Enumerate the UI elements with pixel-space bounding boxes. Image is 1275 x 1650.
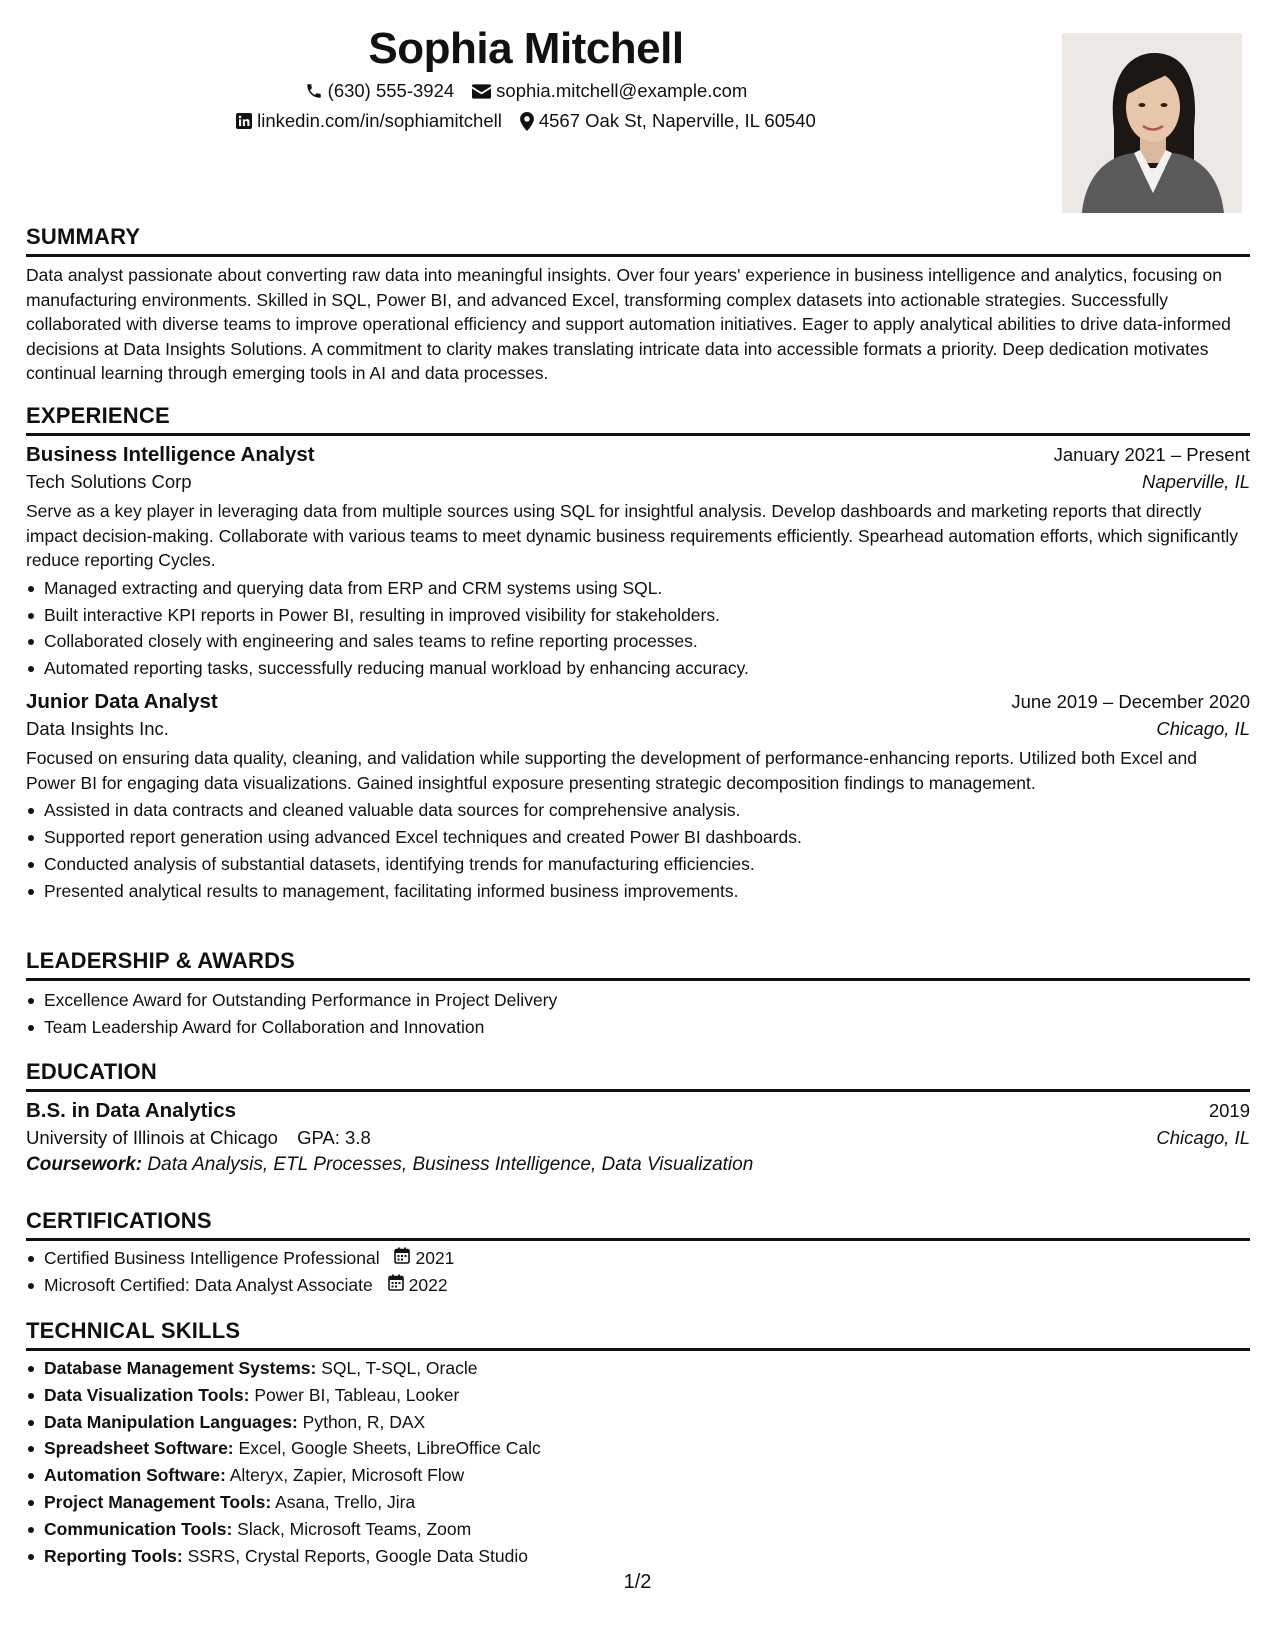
degree-name: B.S. in Data Analytics bbox=[26, 1099, 236, 1122]
email-address: sophia.mitchell@example.com bbox=[496, 80, 748, 101]
skills-section bbox=[26, 1318, 1250, 1569]
skill-category: Project Management Tools: bbox=[44, 1491, 272, 1512]
certifications-list bbox=[26, 1245, 1250, 1299]
company-name: Tech Solutions Corp bbox=[26, 471, 192, 492]
street-address: 4567 Oak St, Naperville, IL 60540 bbox=[538, 110, 816, 131]
envelope-icon bbox=[472, 84, 491, 99]
section-divider bbox=[26, 433, 1250, 436]
education-heading: EDUCATION bbox=[26, 1059, 157, 1084]
list-item: Assisted in data contracts and cleaned valuable data sources for comprehensive analysis. bbox=[44, 797, 1250, 824]
list-item: Collaborated closely with engineering and sales teams to refine reporting processes. bbox=[44, 628, 1250, 655]
certification-date bbox=[394, 1245, 454, 1272]
certification-year: 2021 bbox=[415, 1248, 455, 1268]
job-entry bbox=[26, 443, 1250, 682]
list-item: Built interactive KPI reports in Power BI, resulting in improved visibility for stakeholders. bbox=[44, 602, 1250, 629]
awards-list bbox=[26, 987, 1250, 1041]
job-description: Focused on ensuring data quality, cleaning, and validation while supporting the development of performance-enhancing reports. Utilized both Excel and Power BI for engaging data visualizations. Gained insightful exposure presenting strategic decomposition findings to management. bbox=[26, 747, 1197, 793]
skills-list bbox=[26, 1355, 1250, 1569]
skill-values: Power BI, Tableau, Looker bbox=[254, 1384, 460, 1405]
list-item bbox=[44, 1355, 1250, 1382]
certification-name: Certified Business Intelligence Professional bbox=[44, 1248, 380, 1268]
list-item bbox=[44, 1516, 1250, 1543]
school-info bbox=[26, 1127, 371, 1149]
list-item bbox=[44, 1245, 1250, 1272]
section-divider bbox=[26, 254, 1250, 257]
section-divider bbox=[26, 978, 1250, 981]
job-title: Business Intelligence Analyst bbox=[26, 443, 315, 466]
linkedin-contact[interactable] bbox=[236, 106, 502, 136]
job-subheader bbox=[26, 471, 1250, 493]
certification-date bbox=[388, 1272, 448, 1299]
list-item bbox=[44, 1543, 1250, 1570]
calendar-icon bbox=[394, 1245, 410, 1272]
map-pin-icon bbox=[520, 112, 534, 131]
summary-section bbox=[26, 224, 1250, 386]
contact-line-2 bbox=[26, 106, 1026, 136]
school-row bbox=[26, 1127, 1250, 1149]
degree-row bbox=[26, 1099, 1250, 1123]
resume-header bbox=[26, 22, 1026, 136]
skill-category: Data Visualization Tools: bbox=[44, 1384, 250, 1405]
list-item bbox=[44, 1382, 1250, 1409]
job-bullets bbox=[26, 797, 1250, 904]
list-item bbox=[44, 1489, 1250, 1516]
candidate-name: Sophia Mitchell bbox=[368, 24, 684, 73]
job-dates: January 2021 – Present bbox=[1053, 444, 1250, 465]
section-divider bbox=[26, 1089, 1250, 1092]
profile-photo bbox=[1062, 33, 1242, 213]
phone-contact[interactable] bbox=[305, 76, 455, 106]
education-section bbox=[26, 1059, 1250, 1176]
leadership-section bbox=[26, 948, 1250, 1041]
job-entry bbox=[26, 690, 1250, 904]
list-item bbox=[44, 1272, 1250, 1299]
company-name: Data Insights Inc. bbox=[26, 717, 169, 739]
job-location: Naperville, IL bbox=[1142, 471, 1250, 492]
skill-category: Database Management Systems: bbox=[44, 1358, 317, 1378]
phone-icon bbox=[305, 82, 323, 100]
school-location: Chicago, IL bbox=[1156, 1127, 1250, 1148]
skills-heading: TECHNICAL SKILLS bbox=[26, 1318, 241, 1343]
linkedin-url: linkedin.com/in/sophiamitchell bbox=[257, 110, 502, 131]
list-item: Presented analytical results to management, facilitating informed business improvements. bbox=[44, 878, 1250, 905]
list-item: Automated reporting tasks, successfully reducing manual workload by enhancing accuracy. bbox=[44, 655, 1250, 682]
experience-heading: EXPERIENCE bbox=[26, 403, 170, 428]
address-contact bbox=[520, 106, 816, 136]
job-subheader bbox=[26, 718, 1250, 740]
job-title: Junior Data Analyst bbox=[26, 689, 218, 713]
list-item bbox=[44, 1409, 1250, 1436]
list-item: Team Leadership Award for Collaboration and Innovation bbox=[44, 1014, 1250, 1041]
certifications-section bbox=[26, 1208, 1250, 1299]
skill-values: Asana, Trello, Jira bbox=[275, 1491, 416, 1512]
skill-category: Spreadsheet Software: bbox=[44, 1438, 234, 1459]
coursework bbox=[26, 1154, 1250, 1176]
job-location: Chicago, IL bbox=[1156, 717, 1250, 739]
section-divider bbox=[26, 1238, 1250, 1241]
skill-values: Slack, Microsoft Teams, Zoom bbox=[237, 1518, 472, 1539]
list-item: Supported report generation using advanced Excel techniques and created Power BI dashboards. bbox=[44, 824, 1250, 851]
job-description: Serve as a key player in leveraging data from multiple sources using SQL for insightful analysis. Develop dashboards and marketing reports that directly impact decision-making. Collaborate with various teams to meet dynamic business requirements efficiently. Spearhead automation efforts, which significantly reduce reporting Cycles. bbox=[26, 501, 1238, 571]
linkedin-icon bbox=[236, 113, 252, 129]
job-bullets bbox=[26, 575, 1250, 682]
summary-text: Data analyst passionate about converting raw data into meaningful insights. Over four years' experience in business intelligence and analytics, focusing on manufacturing environments. Skilled in SQL, Power BI, and advanced Excel, transforming complex datasets into actionable strategies. Successfully collaborated with diverse teams to improve operational efficiency and support automation initiatives. Eager to apply analytical abilities to drive data-informed decisions at Data Insights Solutions. A commitment to clarity makes translating intricate data into accessible formats a priority. Deep dedication motivates continual learning through emerging tools in AI and data processes. bbox=[26, 265, 1231, 384]
list-item: Excellence Award for Outstanding Performance in Project Delivery bbox=[44, 987, 1250, 1014]
certification-year: 2022 bbox=[408, 1274, 448, 1295]
skill-values: Alteryx, Zapier, Microsoft Flow bbox=[229, 1465, 465, 1486]
skill-values: SSRS, Crystal Reports, Google Data Studio bbox=[187, 1545, 528, 1566]
coursework-list: Data Analysis, ETL Processes, Business Intelligence, Data Visualization bbox=[147, 1154, 754, 1175]
email-contact[interactable] bbox=[472, 76, 747, 106]
skill-category: Reporting Tools: bbox=[44, 1545, 183, 1566]
phone-number: (630) 555-3924 bbox=[327, 80, 455, 101]
leadership-heading: LEADERSHIP & AWARDS bbox=[26, 948, 296, 973]
skill-values: SQL, T-SQL, Oracle bbox=[321, 1358, 478, 1378]
gpa: GPA: 3.8 bbox=[297, 1127, 371, 1148]
experience-section bbox=[26, 403, 1250, 904]
skill-category: Data Manipulation Languages: bbox=[44, 1411, 298, 1432]
graduation-year: 2019 bbox=[1208, 1100, 1250, 1121]
skill-values: Python, R, DAX bbox=[302, 1411, 426, 1432]
job-dates: June 2019 – December 2020 bbox=[1011, 690, 1250, 712]
coursework-label: Coursework: bbox=[26, 1154, 143, 1175]
school-name: University of Illinois at Chicago bbox=[26, 1127, 278, 1148]
list-item bbox=[44, 1435, 1250, 1462]
certification-name: Microsoft Certified: Data Analyst Associate bbox=[44, 1274, 373, 1295]
job-header bbox=[26, 690, 1250, 714]
certifications-heading: CERTIFICATIONS bbox=[26, 1208, 212, 1233]
section-divider bbox=[26, 1348, 1250, 1351]
job-header bbox=[26, 443, 1250, 467]
list-item bbox=[44, 1462, 1250, 1489]
list-item: Conducted analysis of substantial datasets, identifying trends for manufacturing efficiencies. bbox=[44, 851, 1250, 878]
skill-category: Automation Software: bbox=[44, 1465, 226, 1486]
summary-heading: SUMMARY bbox=[26, 224, 141, 249]
page-number: 1/2 bbox=[623, 1571, 652, 1593]
skill-values: Excel, Google Sheets, LibreOffice Calc bbox=[238, 1438, 541, 1459]
calendar-icon bbox=[388, 1272, 404, 1299]
contact-line-1 bbox=[26, 76, 1026, 106]
list-item: Managed extracting and querying data from ERP and CRM systems using SQL. bbox=[44, 575, 1250, 602]
skill-category: Communication Tools: bbox=[44, 1518, 233, 1539]
